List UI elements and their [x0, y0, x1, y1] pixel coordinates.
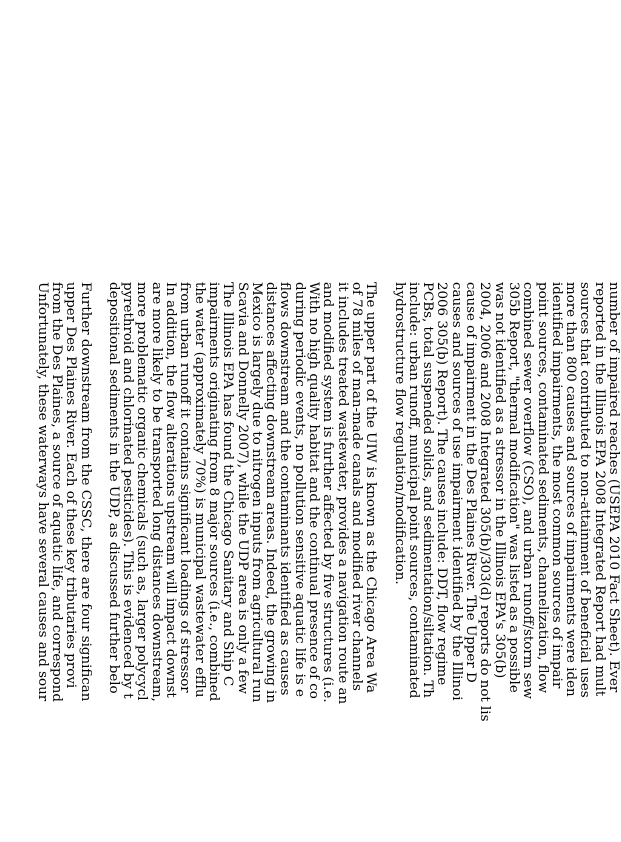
- text-line: more problematic organic chemicals (such as, larger polycycl: [134, 282, 150, 701]
- text-line: causes and sources of use impairment identified by the Illinoi: [448, 282, 464, 701]
- text-line: The Illinois EPA has found the Chicago Sanitary and Ship C: [220, 282, 236, 687]
- paragraph-chicago-area-waterway: [106, 282, 378, 842]
- text-line: impairments originating from 8 major sources (i.e., combined: [205, 282, 221, 702]
- text-line: depositional sediments in the UDP, as discussed further belo: [105, 282, 121, 694]
- text-line: PCBs, total suspended solids, and sedimentation/siltation. Th: [420, 282, 436, 698]
- text-line: was not identified as a stressor in the Illinois EPA's 305(b): [491, 282, 507, 679]
- text-line: of 78 miles of man-made canals and modified river channels: [348, 282, 364, 691]
- paragraph-spacer: [377, 282, 391, 842]
- text-line: the water (approximately 70%) is municipal wastewater efflu: [191, 282, 207, 698]
- paragraph-spacer: [92, 282, 106, 842]
- text-line: point sources, contaminated sediments, channelization, flow: [534, 282, 550, 694]
- text-line: combined sewer overflow (CSO), and urban runoff/storm sew: [520, 282, 536, 699]
- text-line: during periodic events, no pollution sensitive aquatic life is e: [291, 282, 307, 697]
- paragraph-impairment-causes: [391, 282, 620, 842]
- text-line: number of impaired reaches (USEPA 2010 Fact Sheet). Ever: [606, 282, 621, 693]
- text-line: it includes treated wastewater, provides a navigation route an: [334, 282, 350, 705]
- text-line: upper Des Plaines River. Each of these key tributaries provi: [63, 282, 79, 689]
- text-line: pyrethroid and chlorinated pesticides). This is evidenced by t: [120, 282, 136, 699]
- text-line: With no high quality habitat and the continual presence of co: [306, 282, 322, 699]
- text-line: reported in the Illinois EPA 2008 Integrated Report had mult: [591, 282, 607, 697]
- text-line: Scavia and Donnelly 2007), while the UDP area is only a few: [234, 282, 250, 694]
- text-line: more than 800 causes and sources of impairments were iden: [563, 282, 579, 697]
- text-line: Further downstream from the CSSC, there are four significan: [77, 282, 93, 702]
- text-line: 2006 305(b) Report). The causes include: DDT, flow regime: [434, 282, 450, 686]
- rotated-text-column: [34, 282, 620, 842]
- text-line: from urban runoff it contains significant loadings of stressor: [177, 282, 193, 693]
- text-line: include: urban runoff, municipal point sources, contaminated: [405, 282, 421, 699]
- text-line: 305b Report, "thermal modification" was listed as a possible: [505, 282, 521, 693]
- text-line: are more likely to be transported long distances downstream,: [148, 282, 164, 702]
- text-line: hydrostructure flow regulation/modification.: [391, 282, 407, 585]
- text-line: identified impairments, the most common sources of impair: [548, 282, 564, 689]
- text-line: flows downstream and the contaminants identified as causes: [277, 282, 293, 696]
- text-line: In addition, the flow alterations upstream will impact downst: [163, 282, 179, 698]
- text-line: 2004, 2006 and 2008 Integrated 305(b)/303(d) reports do not lis: [477, 282, 493, 722]
- text-line: The upper part of the UIW is known as the Chicago Area Wa: [363, 282, 379, 693]
- text-line: from the Des Plaines, a source of aquatic life, and correspond: [49, 282, 65, 702]
- text-line: and modified system is further affected by five structures (i.e.: [320, 282, 336, 703]
- text-line: cause of impairment in the Des Plaines River. The Upper D: [463, 282, 479, 683]
- text-line: Mexico is largely due to nitrogen inputs from agricultural run: [248, 282, 264, 703]
- text-line: distances affecting downstream areas. Indeed, the growing in: [263, 282, 279, 703]
- text-line: Unfortunately, these waterways have several causes and sour: [34, 282, 50, 702]
- text-line: sources that contributed to non-attainment of beneficial uses: [577, 282, 593, 698]
- paragraph-downstream-tributaries: [34, 282, 91, 842]
